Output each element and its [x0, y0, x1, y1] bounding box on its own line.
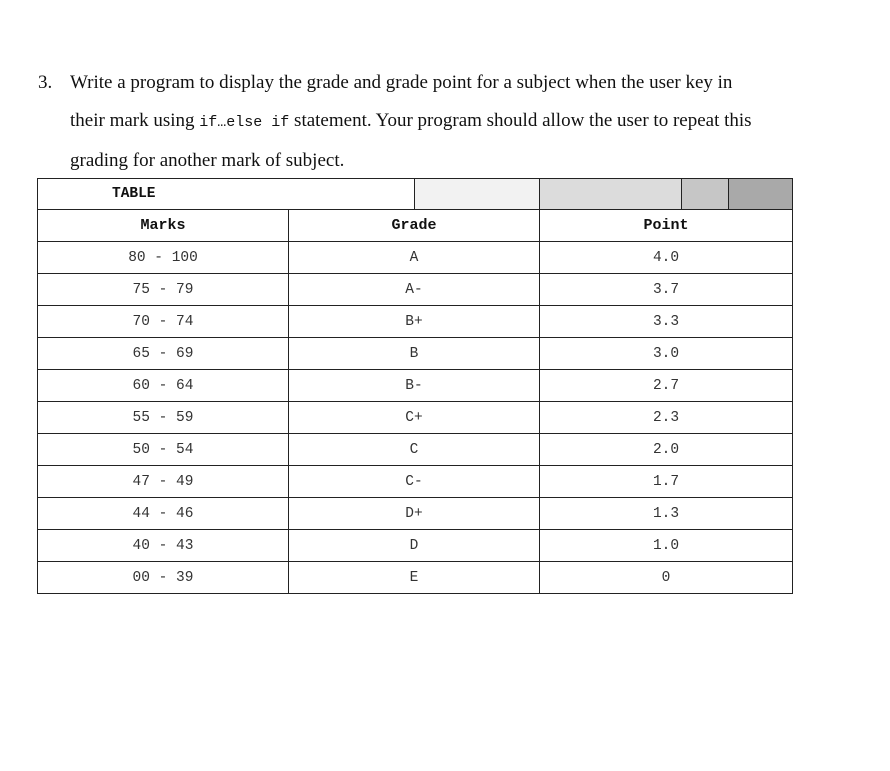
inline-code: if…else if	[199, 114, 290, 131]
cell-point: 2.3	[540, 402, 793, 434]
grade-table	[37, 178, 793, 594]
cell-marks: 44 - 46	[38, 498, 289, 530]
question-line-2-start: their mark using	[70, 110, 200, 131]
table-title: TABLE	[38, 179, 415, 210]
cell-marks: 00 - 39	[38, 562, 289, 594]
table-row	[38, 306, 793, 338]
cell-point: 3.0	[540, 338, 793, 370]
cell-grade: B-	[289, 370, 540, 402]
table-row	[38, 530, 793, 562]
cell-grade: D+	[289, 498, 540, 530]
table-row	[38, 274, 793, 306]
cell-point: 3.7	[540, 274, 793, 306]
cell-grade: B+	[289, 306, 540, 338]
cell-grade: D	[289, 530, 540, 562]
table-row	[38, 466, 793, 498]
cell-grade: C-	[289, 466, 540, 498]
cell-point: 1.3	[540, 498, 793, 530]
question-line-2	[70, 102, 868, 142]
cell-grade: C+	[289, 402, 540, 434]
header-grade: Grade	[289, 210, 540, 242]
question-text	[70, 64, 868, 180]
cell-marks: 55 - 59	[38, 402, 289, 434]
cell-grade: A-	[289, 274, 540, 306]
question-line-3: grading for another mark of subject.	[70, 150, 345, 171]
shading-block-1	[415, 179, 540, 210]
cell-point: 0	[540, 562, 793, 594]
table-row	[38, 338, 793, 370]
cell-marks: 60 - 64	[38, 370, 289, 402]
cell-marks: 50 - 54	[38, 434, 289, 466]
cell-point: 4.0	[540, 242, 793, 274]
cell-point: 2.7	[540, 370, 793, 402]
header-point: Point	[540, 210, 793, 242]
cell-marks: 47 - 49	[38, 466, 289, 498]
shading-block-4	[729, 179, 793, 210]
cell-marks: 80 - 100	[38, 242, 289, 274]
cell-marks: 40 - 43	[38, 530, 289, 562]
cell-grade: B	[289, 338, 540, 370]
shading-block-2	[540, 179, 682, 210]
table-row	[38, 370, 793, 402]
cell-grade: E	[289, 562, 540, 594]
cell-point: 3.3	[540, 306, 793, 338]
table-title-row	[38, 179, 793, 210]
cell-marks: 65 - 69	[38, 338, 289, 370]
table-row	[38, 402, 793, 434]
table-row	[38, 242, 793, 274]
table-row	[38, 498, 793, 530]
cell-marks: 75 - 79	[38, 274, 289, 306]
table-header-row	[38, 210, 793, 242]
table-row	[38, 562, 793, 594]
question-line-2-end: statement. Your program should allow the user to repeat this	[289, 110, 752, 131]
question-number: 3.	[38, 72, 53, 93]
table-row	[38, 434, 793, 466]
header-marks: Marks	[38, 210, 289, 242]
cell-grade: C	[289, 434, 540, 466]
cell-marks: 70 - 74	[38, 306, 289, 338]
question-block	[38, 64, 868, 180]
cell-grade: A	[289, 242, 540, 274]
question-line-1: Write a program to display the grade and grade point for a subject when the user key in	[70, 72, 733, 93]
shading-block-3	[682, 179, 729, 210]
cell-point: 1.7	[540, 466, 793, 498]
cell-point: 1.0	[540, 530, 793, 562]
cell-point: 2.0	[540, 434, 793, 466]
